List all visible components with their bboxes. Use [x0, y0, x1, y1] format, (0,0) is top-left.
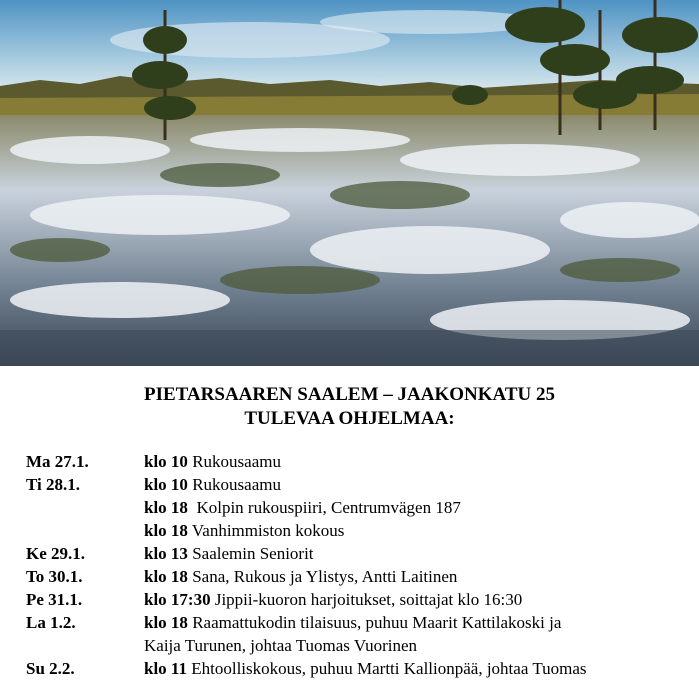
schedule-event — [144, 496, 684, 519]
schedule-day: To 30.1. — [26, 567, 83, 586]
schedule-time: klo 10 — [144, 475, 188, 494]
schedule-day: Pe 31.1. — [26, 590, 83, 609]
schedule-time: klo 11 — [144, 659, 187, 678]
schedule-event — [144, 565, 684, 588]
schedule-time: klo 18 — [144, 521, 188, 540]
schedule-text: Sana, Rukous ja Ylistys, Antti Laitinen — [187, 567, 458, 586]
schedule-event — [144, 611, 684, 634]
page-title: PIETARSAAREN SAALEM – JAAKONKATU 25 — [144, 384, 555, 405]
schedule-time: klo 18 — [144, 567, 188, 586]
schedule-time: klo 10 — [144, 452, 188, 471]
schedule-text: Rukousaamu — [187, 475, 281, 494]
schedule-event — [144, 519, 684, 542]
schedule-time: klo 13 — [144, 544, 188, 563]
schedule-text: Raamattukodin tilaisuus, puhuu Maarit Kattilakoski ja — [187, 613, 562, 632]
schedule-day: Ke 29.1. — [26, 544, 86, 563]
schedule-time: klo 18 — [144, 613, 188, 632]
schedule-day: Su 2.2. — [26, 659, 75, 678]
schedule-day: Ti 28.1. — [26, 475, 81, 494]
schedule-text: Kolpin rukouspiiri, Centrumvägen 187 — [187, 498, 461, 517]
schedule-text-continuation: Kaija Turunen, johtaa Tuomas Vuorinen — [144, 636, 418, 655]
schedule-event — [144, 588, 684, 611]
schedule-day: La 1.2. — [26, 613, 76, 632]
schedule-text: Vanhimmiston kokous — [187, 521, 345, 540]
schedule-day: Ma 27.1. — [26, 452, 89, 471]
schedule-text: Saalemin Seniorit — [187, 544, 314, 563]
schedule-time: klo 18 — [144, 498, 188, 517]
schedule-text: Ehtoolliskokous, puhuu Martti Kallionpää, johtaa Tuomas — [187, 659, 587, 678]
schedule-text: Jippii-kuoron harjoitukset, soittajat klo 16:30 — [210, 590, 523, 609]
schedule-text: Rukousaamu — [187, 452, 281, 471]
page-subtitle: TULEVAA OHJELMAA: — [244, 408, 455, 429]
schedule-event — [144, 542, 684, 565]
schedule-event — [144, 657, 684, 680]
schedule-time: klo 17:30 — [144, 590, 211, 609]
schedule-event — [144, 450, 684, 473]
schedule-event — [144, 473, 684, 496]
